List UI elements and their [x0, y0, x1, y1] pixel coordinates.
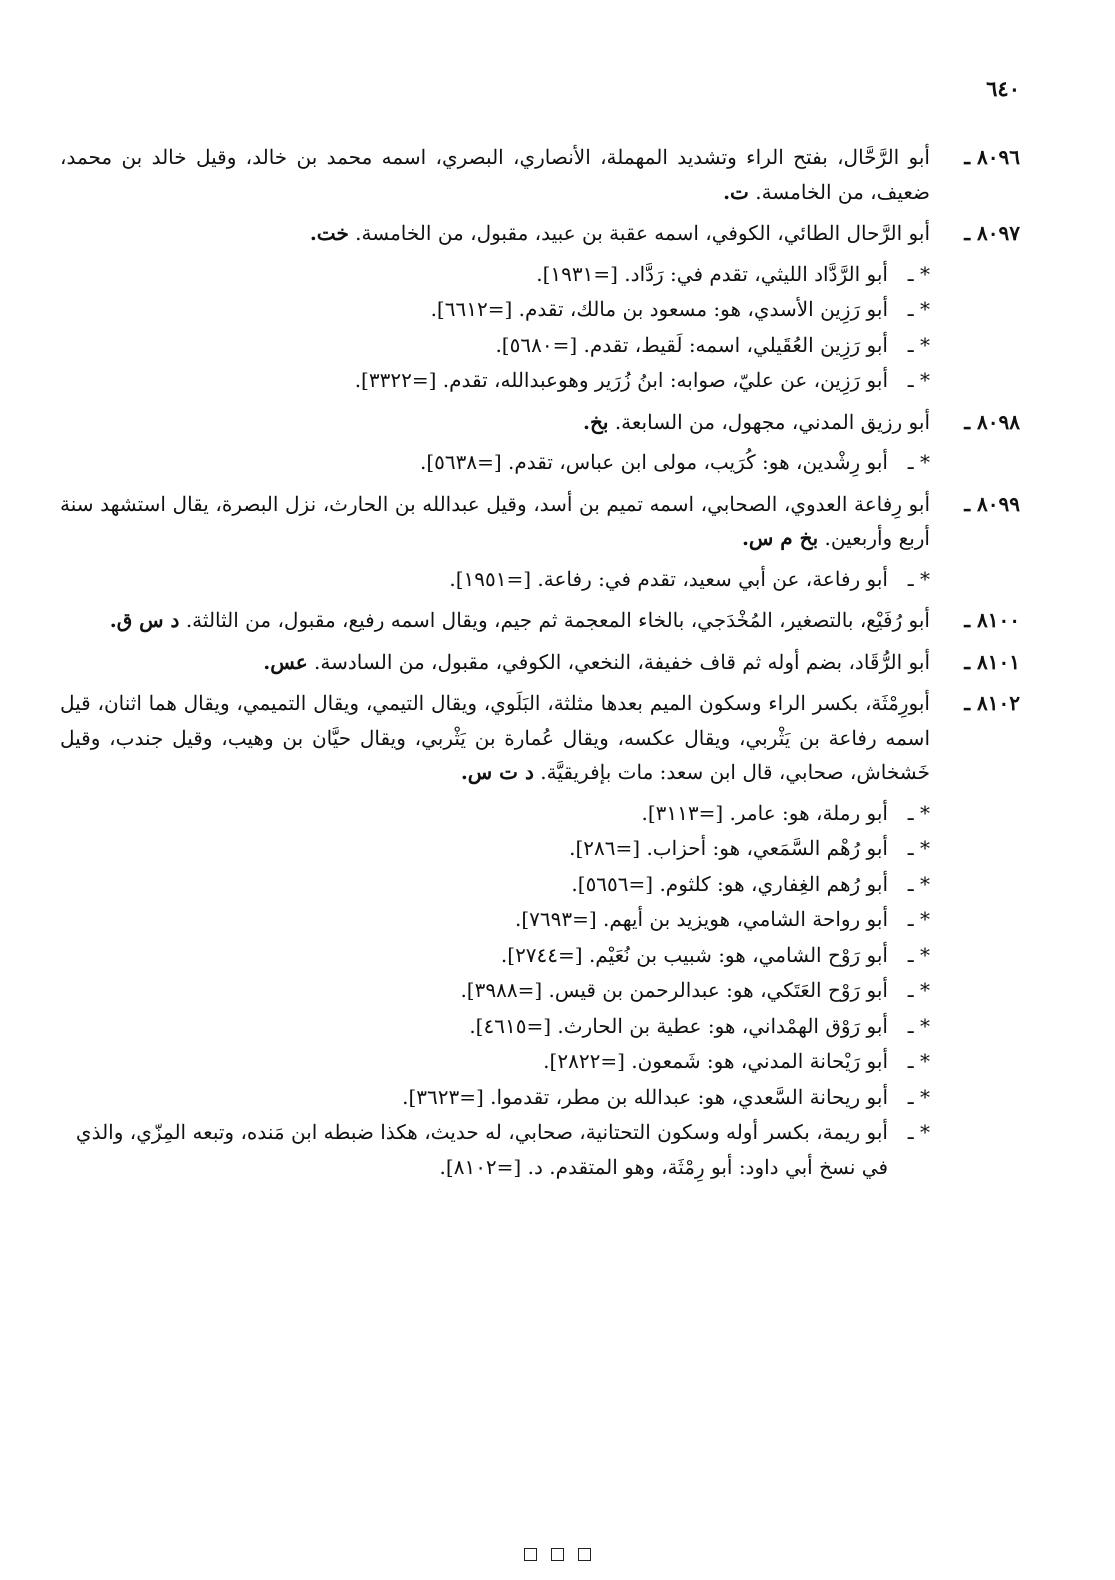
entry-text [60, 686, 930, 790]
entry-8096 [60, 140, 1020, 209]
reference-text: أبو رِشْدين، هو: كُرَيب، مولى ابن عباس، تقدم. [=٥٦٣٨]. [419, 450, 888, 474]
entry-8097 [60, 216, 1020, 251]
cross-reference [60, 902, 1020, 937]
star-marker: * ـ [907, 1120, 930, 1144]
star-marker: * ـ [907, 836, 930, 860]
reference-text: أبو رَوْح الشامي، هو: شبيب بن نُعَيْم. [=٢٧٤٤]. [500, 942, 888, 967]
square-ornament-icon [551, 1548, 564, 1561]
cross-reference [60, 257, 1020, 292]
star-marker: * ـ [907, 978, 930, 1002]
entry-body: أبورِمْثَة، بكسر الراء وسكون الميم بعدها مثلثة، البَلَوي، ويقال التيمي، ويقال التميمي، ويقال هما اثنان، قيل اسمه رفاعة بن يَثْربي، ويقال عكسه، ويقال عُمارة بن يَثْربي، ويقال حيَّان بن وهيب، وقيل جندب، وقيل خَشخاش، صحابي، قال ابن سعد: مات بإفريقيَّة. [60, 691, 930, 784]
reference-text: أبو رَزِين، عن عليّ، صوابه: ابنُ زُرَير وهوعبدالله، تقدم. [=٣٣٢٢]. [354, 368, 888, 392]
square-ornament-icon [524, 1548, 537, 1561]
star-marker: * ـ [907, 368, 930, 392]
star-marker: * ـ [907, 450, 930, 474]
reference-text: أبو ريحانة السَّعدي، هو: عبدالله بن مطر، تقدموا. [=٣٦٢٣]. [402, 1084, 888, 1109]
star-marker: * ـ [907, 332, 930, 357]
entry-text [60, 405, 930, 440]
section-end-marks [0, 1548, 1115, 1561]
entry-text [60, 216, 930, 251]
entry-codes: عس. [263, 649, 308, 674]
reference-text: أبو رُهْم السَّمَعي، هو: أحزاب. [=٢٨٦]. [569, 836, 888, 860]
reference-text: أبو رملة، هو: عامر. [=٣١١٣]. [641, 800, 888, 825]
reference-text: أبو رَزِين الأسدي، هو: مسعود بن مالك، تقدم. [=٦٦١٢]. [430, 297, 888, 321]
reference-text: أبو الرَّدَّاد الليثي، تقدم في: رَدَّاد. [=١٩٣١]. [536, 261, 888, 286]
cross-reference [60, 1115, 1020, 1184]
entry-body: أبو رِفاعة العدوي، الصحابي، اسمه تميم بن أسد، وقيل عبدالله بن الحارث، نزل البصرة، يقال استشهد سنة أربع وأربعين. [60, 491, 930, 550]
entry-number: ٨٠٩٧ ـ [964, 221, 1020, 245]
entry-number: ٨٠٩٦ ـ [964, 145, 1020, 169]
entry-body: أبو رُفَيْع، بالتصغير، المُخْدَجي، بالخاء المعجمة ثم جيم، ويقال اسمه رفيع، مقبول، من الثالثة. [185, 608, 930, 632]
reference-text: أبو رفاعة، عن أبي سعيد، تقدم في: رفاعة. [=١٩٥١]. [449, 566, 888, 591]
reference-text: أبو رَوْق الهمْداني، هو: عطية بن الحارث. [=٤٦١٥]. [469, 1013, 888, 1038]
star-marker: * ـ [907, 942, 930, 967]
entry-text [60, 603, 930, 638]
cross-reference [60, 292, 1020, 327]
reference-text: أبو رَزِين العُقَيلي، اسمه: لَقيط، تقدم. [=٥٦٨٠]. [495, 332, 888, 357]
star-marker: * ـ [907, 1049, 930, 1073]
entry-body: أبو رزيق المدني، مجهول، من السابعة. [614, 409, 930, 434]
entry-number: ٨١٠١ ـ [964, 649, 1020, 674]
entry-number: ٨١٠٢ ـ [964, 691, 1020, 715]
cross-reference [60, 328, 1020, 363]
star-marker: * ـ [907, 1084, 930, 1109]
cross-reference [60, 938, 1020, 973]
entry-body: أبو الرَّحَّال، بفتح الراء وتشديد المهملة، الأنصاري، البصري، اسمه محمد بن خالد، وقيل خالد بن محمد، ضعيف، من الخامسة. [60, 145, 930, 204]
cross-reference [60, 1009, 1020, 1044]
cross-reference [60, 1080, 1020, 1115]
entry-text [60, 487, 930, 556]
cross-reference [60, 867, 1020, 902]
reference-text: أبو رُهم الغِفاري، هو: كلثوم. [=٥٦٥٦]. [571, 871, 888, 896]
reference-text: أبو رَيْحانة المدني، هو: شَمعون. [=٢٨٢٢]. [543, 1049, 888, 1073]
star-marker: * ـ [907, 297, 930, 321]
cross-reference [60, 796, 1020, 831]
entry-8098 [60, 405, 1020, 440]
entry-number: ٨١٠٠ ـ [964, 608, 1020, 632]
page-content [60, 140, 1020, 1186]
entry-number: ٨٠٩٩ ـ [964, 491, 1020, 516]
cross-reference [60, 445, 1020, 480]
cross-reference [60, 363, 1020, 398]
entry-text [60, 140, 930, 209]
entry-number: ٨٠٩٨ ـ [964, 409, 1020, 434]
reference-text: أبو رواحة الشامي، هويزيد بن أيهم. [=٧٦٩٣]. [514, 907, 888, 931]
entry-8102 [60, 686, 1020, 790]
entry-codes: خت. [309, 221, 349, 245]
reference-text: أبو رَوْح العَتَكي، هو: عبدالرحمن بن قيس. [=٣٩٨٨]. [460, 978, 888, 1002]
star-marker: * ـ [907, 907, 930, 931]
star-marker: * ـ [907, 800, 930, 825]
entry-body: أبو الرَّحال الطائي، الكوفي، اسمه عقبة بن عبيد، مقبول، من الخامسة. [355, 221, 930, 245]
reference-text: أبو ريمة، بكسر أوله وسكون التحتانية، صحابي، له حديث، هكذا ضبطه ابن مَنده، وتبعه المِزّي، والذي في نسخ أبي داود: أبو رِمْثَة، وهو المتقدم. د. [=٨١٠٢]. [75, 1120, 888, 1179]
star-marker: * ـ [907, 261, 930, 286]
square-ornament-icon [578, 1548, 591, 1561]
cross-reference [60, 973, 1020, 1008]
star-marker: * ـ [907, 1013, 930, 1038]
entry-text [60, 645, 930, 680]
entry-codes: د س ق. [109, 608, 180, 632]
entry-body: أبو الرُّقَاد، بضم أوله ثم قاف خفيفة، النخعي، الكوفي، مقبول، من السادسة. [314, 649, 930, 674]
page-number: ٦٤٠ [986, 76, 1020, 101]
entry-codes: د ت س. [460, 760, 534, 784]
cross-reference [60, 831, 1020, 866]
entry-codes: بخ م س. [741, 526, 819, 550]
cross-reference [60, 562, 1020, 597]
entry-8100 [60, 603, 1020, 638]
entry-8099 [60, 487, 1020, 556]
entry-8101 [60, 645, 1020, 680]
entry-codes: بخ. [583, 409, 609, 434]
cross-reference [60, 1044, 1020, 1079]
entry-codes: ت. [723, 179, 749, 204]
star-marker: * ـ [907, 566, 930, 591]
star-marker: * ـ [907, 871, 930, 896]
